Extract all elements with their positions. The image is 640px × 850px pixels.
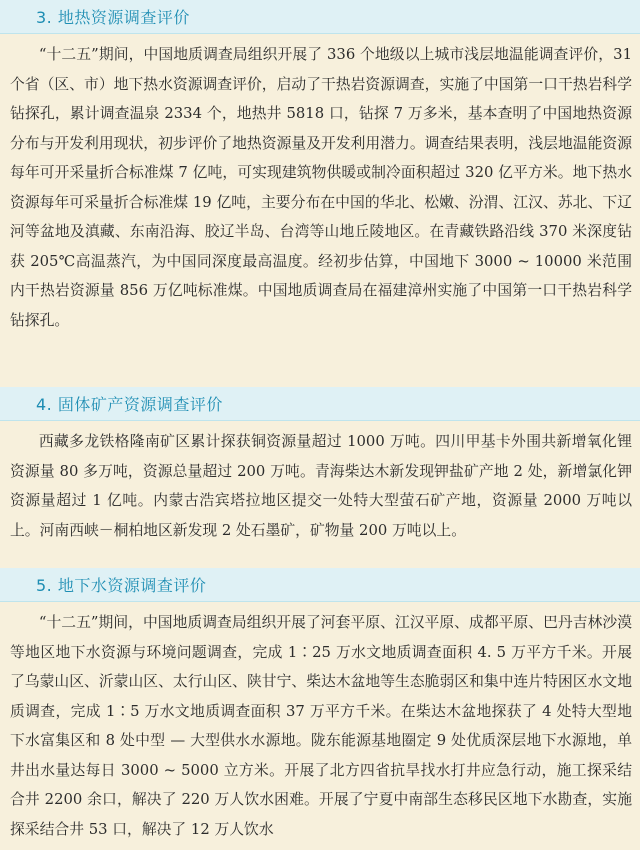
section-heading-bar	[0, 387, 640, 421]
section-solid-minerals	[0, 387, 640, 545]
section-paragraph: “十二五”期间，中国地质调查局组织开展了 336 个地级以上城市浅层地温能调查评价，31 个省（区、市）地下热水资源调查评价，启动了干热岩资源调查，实施了中国第一口干热岩科学钻探孔，累计调查温泉 2334 个，地热井 5818 口，钻探 7 万多米，基本查明了中国地热资源分布与开发利用现状，初步评价了地热资源量及开发利用潜力。调查结果表明，浅层地温能资源每年可开采量折合标准煤 7 亿吨，可实现建筑物供暖或制冷面积超过 320 亿平方米。地下热水资源每年可采量折合标准煤 19 亿吨，主要分布在中国的华北、松嫩、汾渭、江汉、苏北、下辽河等盆地及滇藏、东南沿海、胶辽半岛、台湾等山地丘陵地区。在青藏铁路沿线 370 米深度钻获 205℃高温蒸汽，为中国同深度最高温度。经初步估算，中国地下 3000 ~ 10000 米范围内干热岩资源量 856 万亿吨标准煤。中国地质调查局在福建漳州实施了中国第一口干热岩科学钻探孔。	[10, 46, 632, 329]
section-heading-bar	[0, 568, 640, 602]
section-title: 3. 地热资源调查评价	[36, 8, 190, 27]
section-title: 4. 固体矿产资源调查评价	[36, 395, 223, 414]
section-groundwater	[0, 568, 640, 844]
section-title: 5. 地下水资源调查评价	[36, 576, 207, 595]
section-paragraph: “十二五”期间，中国地质调查局组织开展了河套平原、江汉平原、成都平原、巴丹吉林沙漠等地区地下水资源与环境问题调查，完成 1∶25 万水文地质调查面积 4. 5 万平方千米。开展了乌蒙山区、沂蒙山区、太行山区、陕甘宁、柴达木盆地等生态脆弱区和集中连片特困区水文地质调查，完成 1∶5 万水文地质调查面积 37 万平方千米。在柴达木盆地探获了 4 处特大型地下水富集区和 8 处中型 — 大型供水水源地。陇东能源基地圈定 9 处优质深层地下水源地，单井出水量达每日 3000 ~ 5000 立方米。开展了北方四省抗旱找水打井应急行动，施工探采结合井 2200 余口，解决了 220 万人饮水困难。开展了宁夏中南部生态移民区地下水勘查，实施探采结合井 53 口，解决了 12 万人饮水	[10, 614, 632, 838]
section-heading-bar	[0, 0, 640, 34]
section-geothermal	[0, 0, 640, 335]
section-paragraph: 西藏多龙铁格隆南矿区累计探获铜资源量超过 1000 万吨。四川甲基卡外围共新增氧化锂资源量 80 多万吨，资源总量超过 200 万吨。青海柴达木新发现钾盐矿产地 2 处，新增氯化钾资源量超过 1 亿吨。内蒙古浩宾塔拉地区提交一处特大型萤石矿产地，资源量 2000 万吨以上。河南西峡－桐柏地区新发现 2 处石墨矿，矿物量 200 万吨以上。	[10, 433, 632, 539]
